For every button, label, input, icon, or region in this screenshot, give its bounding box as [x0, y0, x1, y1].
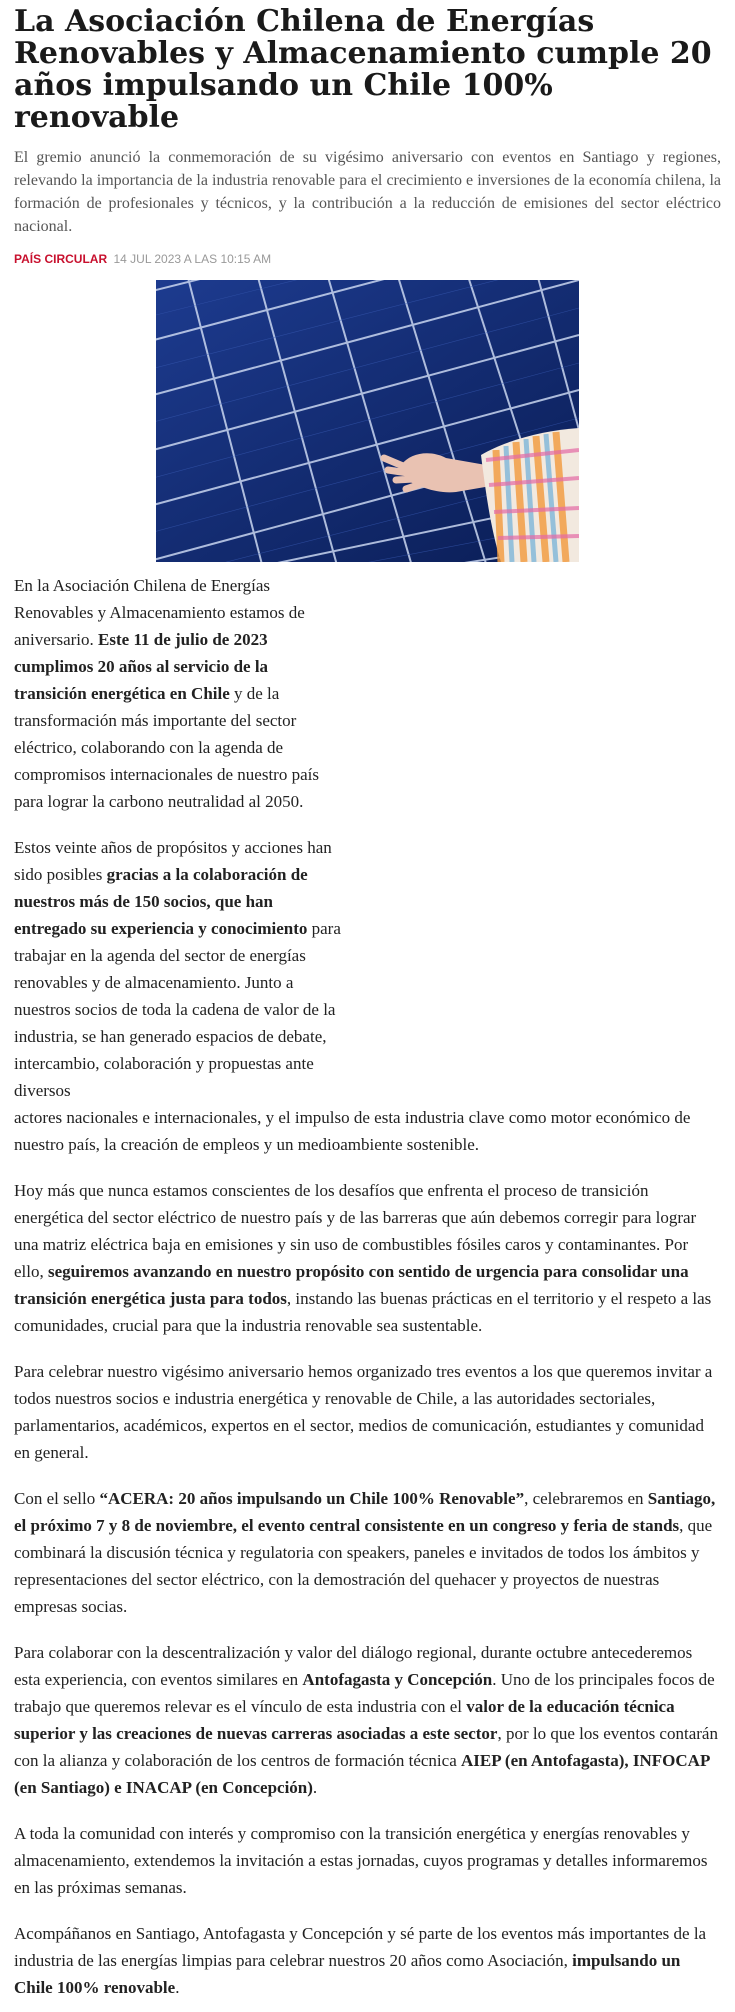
paragraph-3 — [14, 1177, 721, 1339]
paragraph-2 — [14, 834, 721, 1158]
paragraph-text: , instando las buenas prácticas en el territorio y el respeto a las comunidades, crucial para que la industria renovable sea sustentable. — [14, 1289, 712, 1335]
paragraph-1 — [14, 572, 344, 815]
paragraph-text: En la Asociación Chilena de Energías Renovables y Almacenamiento estamos de aniversario. — [14, 576, 305, 649]
paragraph-text: . Uno de los principales focos de trabajo que queremos relevar es el vínculo de esta industria con el — [14, 1670, 715, 1716]
source-link[interactable]: PAÍS CIRCULAR — [14, 252, 108, 266]
bold-text: Este 11 de julio de 2023 cumplimos 20 años al servicio de la transición energética en Chile — [14, 630, 269, 703]
paragraph-text: Hoy más que nunca estamos conscientes de los desafíos que enfrenta el proceso de transición energética del sector eléctrico de nuestro país y de las barreras que aún debemos corregir para lograr una matriz eléctrica baja en emisiones y sin uso de combustibles fósiles caros y contaminantes. Por ello, — [14, 1181, 697, 1281]
bold-text: Antofagasta y Concepción — [302, 1670, 493, 1689]
paragraph-text: . — [312, 1778, 318, 1797]
paragraph-7 — [14, 1820, 721, 1901]
bold-text: Santiago, el próximo 7 y 8 de noviembre, el evento central consistente en un congreso y feria de stands — [14, 1489, 716, 1535]
paragraph-8 — [14, 1920, 721, 2001]
bold-text: seguiremos avanzando en nuestro propósito con sentido de urgencia para consolidar una transición energética justa para todos — [14, 1262, 689, 1308]
paragraph-text: , por lo que los eventos contarán con la alianza y colaboración de los centros de formación técnica — [14, 1724, 718, 1770]
bold-text: valor de la educación técnica superior y las creaciones de nuevas carreras asociadas a este sector — [14, 1697, 675, 1743]
paragraph-text: y de la transformación más importante del sector eléctrico, colaborando con la agenda de compromisos internacionales de nuestro país para lograr la carbono neutralidad al 2050. — [14, 684, 319, 811]
paragraph-text: para trabajar en la agenda del sector de energías renovables y de almacenamiento. Junto a nuestros socios de toda la cadena de valor de la industria, se han generado espacios de debate, intercambio, colaboración y propuestas ante diversos — [14, 919, 341, 1100]
bold-text: impulsando un Chile 100% renovable — [14, 1951, 681, 1997]
paragraph-text: , que combinará la discusión técnica y regulatoria con speakers, paneles e invitados de todos los ámbitos y representaciones del sector eléctrico, con la demostración del quehacer y proyectos de nuestras empresas socias. — [14, 1516, 713, 1616]
paragraph-text: Para celebrar nuestro vigésimo aniversario hemos organizado tres eventos a los que queremos invitar a todos nuestros socios e industria energética y renovable de Chile, a las autoridades sectoriales, parlamentarios, académicos, expertos en el sector, medios de comunicación, estudiantes y comunidad en general. — [14, 1362, 713, 1462]
article-title: La Asociación Chilena de Energías Renovables y Almacenamiento cumple 20 años impulsando un Chile 100% renovable — [14, 4, 712, 135]
paragraph-4 — [14, 1358, 721, 1466]
paragraph-6 — [14, 1639, 721, 1801]
bold-text: AIEP (en Antofagasta), INFOCAP (en Santiago) e INACAP (en Concepción) — [14, 1751, 710, 1797]
bold-text: “ACERA: 20 años impulsando un Chile 100% Renovable” — [99, 1489, 525, 1508]
bold-text: gracias a la colaboración de nuestros más de 150 socios, que han entregado su experiencia y conocimiento — [14, 865, 308, 938]
paragraph-text: . — [175, 1978, 180, 1997]
article-subtitle: El gremio anunció la conmemoración de su vigésimo aniversario con eventos en Santiago y regiones, relevando la importancia de la industria renovable para el crecimiento e inversiones de la economía chilena, la formación de profesionales y técnicos, y la contribución a la reducción de emisiones del sector eléctrico nacional. — [14, 149, 721, 235]
article-meta — [14, 252, 721, 266]
paragraph-text: Acompáñanos en Santiago, Antofagasta y Concepción y sé parte de los eventos más importantes de la industria de las energías limpias para celebrar nuestros 20 años como Asociación, — [14, 1924, 707, 1970]
paragraph-text: actores nacionales e internacionales, y el impulso de esta industria clave como motor económico de nuestro país, la creación de empleos y un medioambiente sostenible. — [14, 1108, 691, 1154]
paragraph-text: Con el sello — [14, 1489, 100, 1508]
paragraph-text: A toda la comunidad con interés y compromiso con la transición energética y energías renovables y almacenamiento, extendemos la invitación a estas jornadas, cuyos programas y detalles informaremos en las próximas semanas. — [14, 1824, 708, 1897]
paragraph-text: Estos veinte años de propósitos y acciones han sido posibles — [14, 838, 332, 884]
article-body — [14, 572, 721, 2001]
paragraph-text: Para colaborar con la descentralización y valor del diálogo regional, durante octubre antecederemos esta experiencia, con eventos similares en — [14, 1643, 693, 1689]
publish-date: 14 JUL 2023 A LAS 10:15 AM — [113, 252, 272, 266]
paragraph-5 — [14, 1485, 721, 1620]
paragraph-text: , celebraremos en — [524, 1489, 648, 1508]
hero-image-solar-panel — [156, 280, 579, 562]
